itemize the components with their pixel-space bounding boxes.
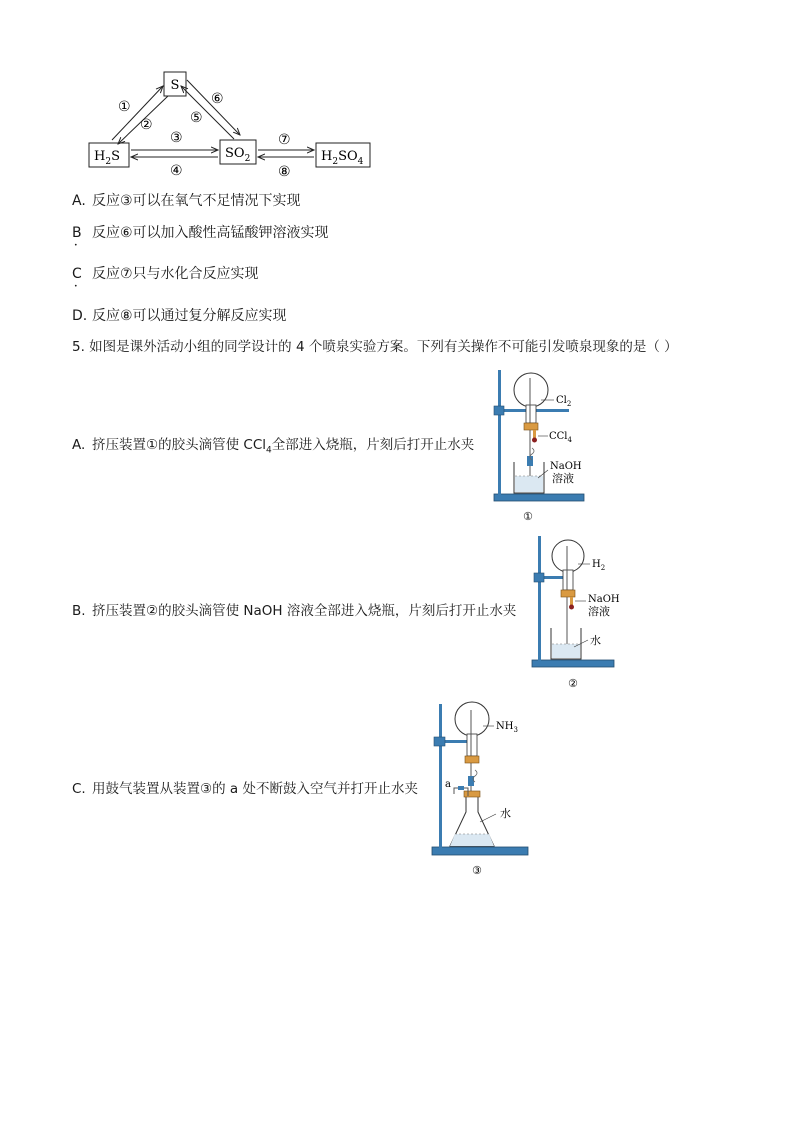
apparatus-1 [486,366,596,526]
label-liquid: 水 [590,634,601,647]
flask-stopper [464,791,480,797]
label-dropper-1: NaOH [588,594,620,605]
inlet-connector [458,786,464,790]
stand-rod [538,536,541,661]
dropper-bulb [569,605,574,610]
stray-dot: • [74,283,78,290]
option-letter: C [72,266,82,282]
option-letter: A. [72,193,86,209]
dropper-bulb [532,438,537,443]
option-text: 反应⑦只与水化合反应实现 [92,266,259,282]
stand-base [532,660,614,667]
stand-rod [498,370,501,495]
option-text-before: 挤压装置①的胶头滴管使 CCl [92,437,266,453]
q5-option-c [72,779,418,799]
flask-liquid [450,834,494,846]
leader-liquid [480,814,496,822]
caption: ② [568,677,578,690]
stand-base [432,847,528,855]
stopper [524,423,538,430]
label-liquid-1: NaOH [550,461,582,472]
reaction-label-4: ④ [170,163,183,179]
label-dropper-2: 溶液 [588,605,610,618]
arrow-6 [187,80,240,135]
box-so2-label: $SO_2$ [225,146,251,164]
label-liquid: 水 [500,807,511,820]
apparatus-3 [428,700,558,880]
reaction-label-1: ① [118,99,131,115]
option-text: 反应⑥可以加入酸性高锰酸钾溶液实现 [92,225,329,241]
round-flask [552,540,584,572]
label-liquid-2: 溶液 [552,472,574,485]
round-flask [514,373,548,407]
apparatus-2 [526,532,626,692]
box-h2so4-label: $H_2SO_4$ [321,149,364,167]
caption: ③ [472,864,482,877]
option-text-after: 全部进入烧瓶，片刻后打开止水夹 [271,437,475,453]
stopper [465,756,479,763]
reaction-label-5: ⑤ [190,110,203,126]
clamp-block [494,406,504,415]
flask-neck [526,405,536,423]
reaction-label-7: ⑦ [278,132,291,148]
stray-dot: • [74,242,78,249]
reaction-label-8: ⑧ [278,164,291,180]
arrow-5 [181,86,234,139]
q4-option-c [72,264,259,284]
stand-rod [439,704,442,848]
stopper [561,590,575,597]
option-letter: B [72,225,82,241]
beaker-liquid [515,476,543,492]
option-letter: D. [72,308,88,324]
option-text: 反应③可以在氧气不足情况下实现 [92,193,301,209]
option-letter: A. [72,437,86,453]
q4-option-a [72,191,301,211]
sulfur-conversion-diagram [80,60,380,180]
q5-title: 5. 如图是课外活动小组的同学设计的 4 个喷泉实验方案。下列有关操作不可能引发喷泉现象的是（ ） [72,339,678,355]
option-letter: B. [72,603,86,619]
dropper [570,597,573,605]
option-text: 反应⑧可以通过复分解反应实现 [92,308,287,324]
option-subscript: 4 [266,445,272,456]
reaction-label-2: ② [140,117,153,133]
stand-base [494,494,584,501]
q5-option-a [72,435,474,461]
option-text: 用鼓气装置从装置③的 a 处不断鼓入空气并打开止水夹 [92,781,418,797]
label-dropper: CCl$_4$ [549,431,572,444]
reaction-label-3: ③ [170,130,183,146]
clamp-block [434,737,445,746]
label-gas: $Cl_2$ [556,395,572,408]
q4-option-d [72,306,287,326]
box-h2s-label: $H_2S$ [94,149,120,167]
label-inlet: a [445,779,451,790]
dropper [533,430,536,438]
clamp-block [534,573,544,582]
option-letter: C. [72,781,86,797]
label-gas: $NH_3$ [496,721,518,734]
q5-option-b [72,601,516,621]
flask-neck [467,734,477,756]
reaction-label-6: ⑥ [211,91,224,107]
option-text: 挤压装置②的胶头滴管使 NaOH 溶液全部进入烧瓶，片刻后打开止水夹 [92,603,517,619]
flask-neck [563,570,573,590]
caption: ① [523,510,533,523]
q4-option-b [72,223,329,243]
box-s-label: S [170,78,180,93]
round-flask [455,702,489,736]
label-gas: $H_2$ [592,559,606,572]
